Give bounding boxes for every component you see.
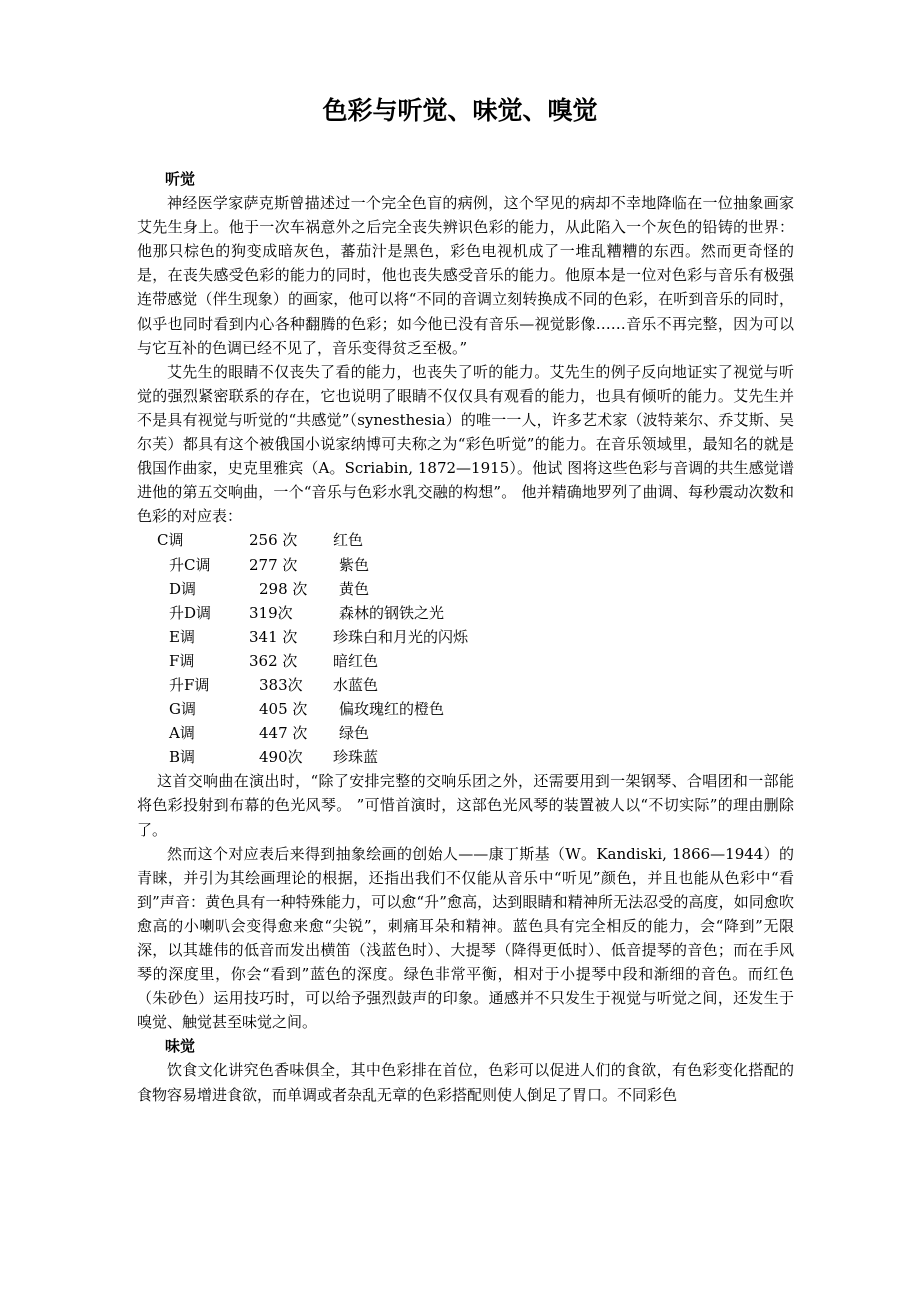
frequency-cell: 341 次 bbox=[249, 627, 298, 646]
table-row bbox=[137, 528, 794, 552]
frequency-cell: 256 次 bbox=[249, 531, 298, 550]
frequency-cell: 319次 bbox=[249, 603, 293, 622]
key-cell: G调 bbox=[169, 700, 196, 719]
frequency-cell: 383次 bbox=[259, 675, 303, 694]
key-cell: 升F调 bbox=[169, 675, 210, 694]
color-cell: 森林的钢铁之光 bbox=[339, 603, 445, 622]
table-row bbox=[137, 625, 794, 649]
key-cell: 升D调 bbox=[169, 603, 212, 622]
color-cell: 绿色 bbox=[339, 724, 370, 743]
frequency-cell: 298 次 bbox=[259, 579, 308, 598]
key-cell: A调 bbox=[169, 724, 195, 743]
paragraph: 神经医学家萨克斯曾描述过一个完全色盲的病例，这个罕见的病却不幸地降临在一位抽象画家艾先生身上。他于一次车祸意外之后完全丧失辨识色彩的能力，从此陷入一个灰色的铅铸的世界：他那只棕色的狗变成暗灰色，蕃茄汁是黑色，彩色电视机成了一堆乱糟糟的东西。然而更奇怪的是，在丧失感受色彩的能力的同时，他也丧失感受音乐的能力。他原本是一位对色彩与音乐有极强连带感觉（伴生现象）的画家，他可以将“不同的音调立刻转换成不同的色彩，在听到音乐的同时，似乎也同时看到内心各种翻腾的色彩；如今他已没有音乐—视觉影像……音乐不再完整，因为可以与它互补的色调已经不见了，音乐变得贫乏至极。” bbox=[137, 194, 794, 357]
frequency-cell: 277 次 bbox=[249, 555, 298, 574]
frequency-cell: 447 次 bbox=[259, 724, 308, 743]
paragraph: 这首交响曲在演出时，“除了安排完整的交响乐团之外，还需要用到一架钢琴、合唱团和一部能将色彩投射到布幕的色光风琴。 ”可惜首演时，这部色光风琴的装置被人以“不切实际”的理由删除了。 bbox=[137, 772, 794, 839]
table-row bbox=[137, 553, 794, 577]
key-cell: E调 bbox=[169, 627, 195, 646]
document-title: 色彩与听觉、味觉、嗅觉 bbox=[322, 96, 598, 125]
frequency-cell: 405 次 bbox=[259, 700, 308, 719]
key-cell: 升C调 bbox=[169, 555, 211, 574]
table-row bbox=[137, 577, 794, 601]
key-color-table bbox=[137, 528, 794, 769]
table-row bbox=[137, 649, 794, 673]
key-cell: D调 bbox=[169, 579, 197, 598]
table-row bbox=[137, 673, 794, 697]
color-cell: 紫色 bbox=[339, 555, 370, 574]
section-heading-hearing: 听觉 bbox=[165, 170, 196, 188]
table-row bbox=[137, 601, 794, 625]
color-cell: 珍珠白和月光的闪烁 bbox=[333, 627, 469, 646]
key-cell: B调 bbox=[169, 748, 196, 767]
color-cell: 偏玫瑰红的橙色 bbox=[339, 700, 445, 719]
table-row bbox=[137, 697, 794, 721]
color-cell: 黄色 bbox=[339, 579, 370, 598]
frequency-cell: 362 次 bbox=[249, 651, 298, 670]
table-row bbox=[137, 721, 794, 745]
key-cell: C调 bbox=[157, 531, 184, 550]
color-cell: 水蓝色 bbox=[333, 675, 379, 694]
paragraph: 然而这个对应表后来得到抽象绘画的创始人——康丁斯基（W。Kandiski, 1866—1944）的青睐，并引为其绘画理论的根据，还指出我们不仅能从音乐中“听见”颜色，并且也能从色彩中“看到”声音：黄色具有一种特殊能力，可以愈“升”愈高，达到眼睛和精神所无法忍受的高度，如同愈吹愈高的小喇叭会变得愈来愈“尖锐”，刺痛耳朵和精神。蓝色具有完全相反的能力，会“降到”无限深，以其雄伟的低音而发出横笛（浅蓝色时）、大提琴（降得更低时）、低音提琴的音色；而在手风琴的深度里，你会“看到”蓝色的深度。绿色非常平衡，相对于小提琴中段和渐细的音色。而红色（朱砂色）运用技巧时，可以给予强烈鼓声的印象。通感并不只发生于视觉与听觉之间，还发生于嗅觉、触觉甚至味觉之间。 bbox=[137, 844, 794, 1032]
color-cell: 红色 bbox=[333, 531, 364, 550]
section-heading-taste: 味觉 bbox=[165, 1037, 196, 1056]
document-body bbox=[137, 167, 794, 1107]
table-row bbox=[137, 745, 794, 769]
paragraph: 艾先生的眼睛不仅丧失了看的能力，也丧失了听的能力。艾先生的例子反向地证实了视觉与听觉的强烈紧密联系的存在，它也说明了眼睛不仅仅具有观看的能力，也具有倾听的能力。艾先生并不是具有视觉与听觉的“共感觉”（synesthesia）的唯一一人，许多艺术家（波特莱尔、乔艾斯、吴尔芙）都具有这个被俄国小说家纳博可夫称之为“彩色听觉”的能力。在音乐领域里，最知名的就是俄国作曲家，史克里雅宾（A。Scriabin, 1872—1915）。他试 图将这些色彩与音调的共生感觉谱进他的第五交响曲，一个“音乐与色彩水乳交融的构想”。 他并精确地罗列了曲调、每秒震动次数和色彩的对应表： bbox=[137, 362, 794, 526]
key-cell: F调 bbox=[169, 651, 195, 670]
frequency-cell: 490次 bbox=[259, 748, 303, 767]
color-cell: 珍珠蓝 bbox=[333, 748, 379, 767]
color-cell: 暗红色 bbox=[333, 651, 379, 670]
paragraph: 饮食文化讲究色香味俱全，其中色彩排在首位，色彩可以促进人们的食欲，有色彩变化搭配的食物容易增进食欲，而单调或者杂乱无章的色彩搭配则使人倒足了胃口。不同彩色 bbox=[137, 1061, 794, 1104]
